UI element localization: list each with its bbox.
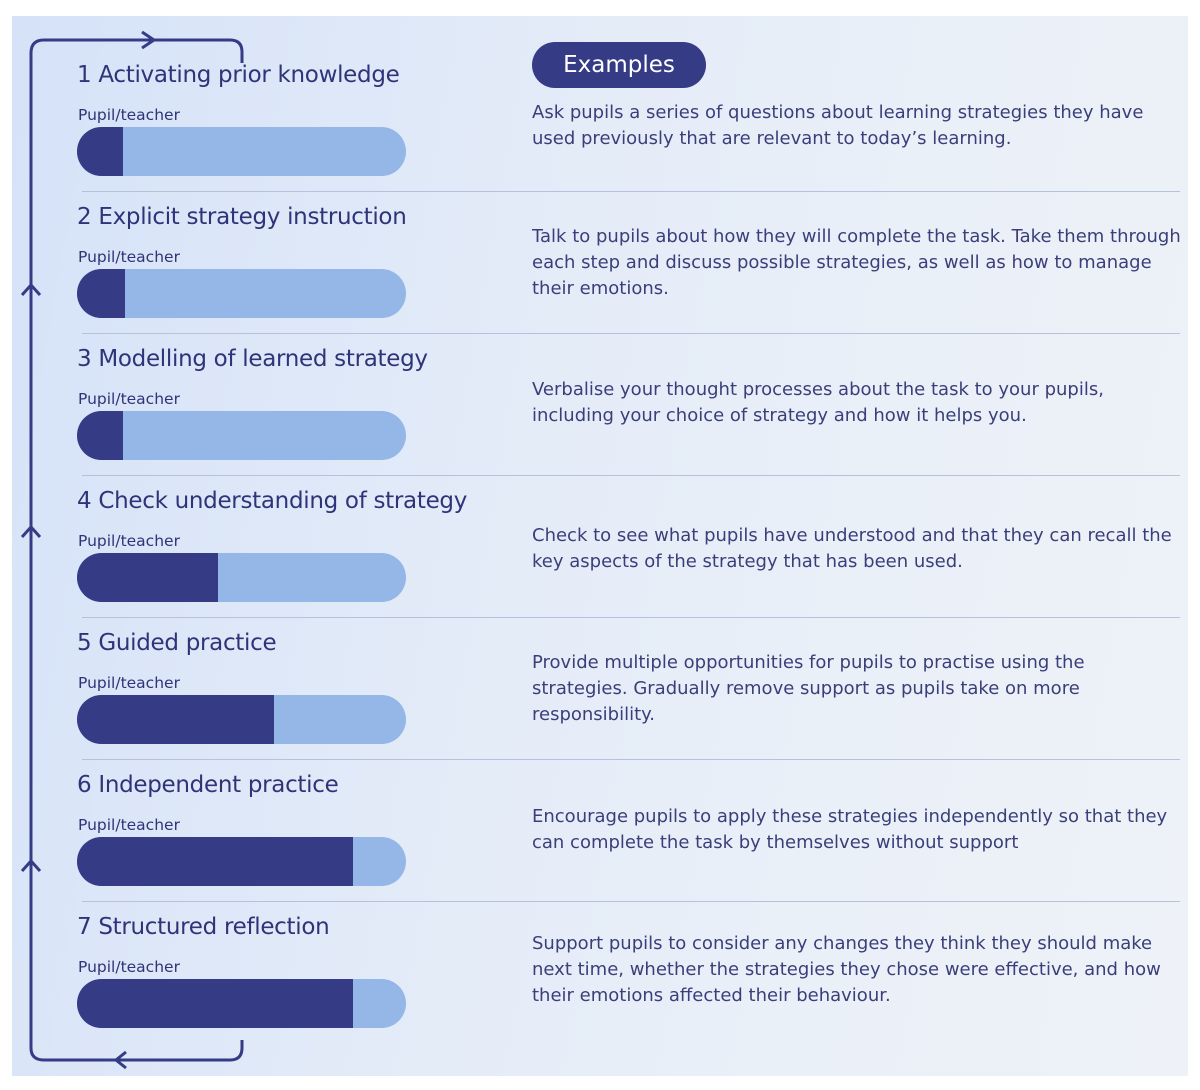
step-1 [0,62,1200,204]
pupil-share-fill [77,127,123,176]
divider [82,191,1180,192]
divider [82,475,1180,476]
pupil-teacher-label: Pupil/teacher [78,390,180,408]
step-title: 3 Modelling of learned strategy [77,346,428,372]
pupil-share-fill [77,553,218,602]
step-2 [0,204,1200,346]
pupil-teacher-label: Pupil/teacher [78,532,180,550]
pupil-teacher-bar [77,127,406,176]
step-title: 5 Guided practice [77,630,277,656]
step-6 [0,772,1200,914]
pupil-teacher-bar [77,269,406,318]
example-text: Verbalise your thought processes about the task to your pupils, including your choice of strategy and how it helps you. [532,379,1104,426]
step-title: 2 Explicit strategy instruction [77,204,407,230]
step-3 [0,346,1200,488]
divider [82,901,1180,902]
pupil-teacher-bar [77,695,406,744]
pupil-teacher-label: Pupil/teacher [78,816,180,834]
pupil-teacher-label: Pupil/teacher [78,248,180,266]
example-text: Encourage pupils to apply these strategies independently so that they can complete the task by themselves without support [532,806,1168,853]
pupil-teacher-label: Pupil/teacher [78,958,180,976]
pupil-teacher-bar [77,837,406,886]
pupil-teacher-bar [77,979,406,1028]
pupil-share-fill [77,837,353,886]
example-text: Support pupils to consider any changes they think they should make next time, whether the strategies they chose were effective, and how their emotions affected their behaviour. [532,933,1161,1006]
pupil-teacher-bar [77,553,406,602]
example-text: Provide multiple opportunities for pupils to practise using the strategies. Gradually remove support as pupils take on more responsibility. [532,652,1085,725]
step-title: 1 Activating prior knowledge [77,62,400,88]
step-7 [0,914,1200,1056]
divider [82,759,1180,760]
example-text: Ask pupils a series of questions about learning strategies they have used previously that are relevant to today’s learning. [532,102,1144,149]
examples-badge: Examples [532,42,706,88]
example-text: Talk to pupils about how they will complete the task. Take them through each step and discuss possible strategies, as well as how to manage their emotions. [532,226,1181,299]
step-4 [0,488,1200,630]
divider [82,617,1180,618]
example-text: Check to see what pupils have understood and that they can recall the key aspects of the strategy that has been used. [532,525,1172,572]
pupil-share-fill [77,695,274,744]
divider [82,333,1180,334]
pupil-teacher-label: Pupil/teacher [78,674,180,692]
step-5 [0,630,1200,772]
pupil-teacher-bar [77,411,406,460]
pupil-share-fill [77,411,123,460]
pupil-share-fill [77,979,353,1028]
step-title: 6 Independent practice [77,772,339,798]
step-title: 7 Structured reflection [77,914,330,940]
pupil-teacher-label: Pupil/teacher [78,106,180,124]
step-title: 4 Check understanding of strategy [77,488,468,514]
pupil-share-fill [77,269,125,318]
